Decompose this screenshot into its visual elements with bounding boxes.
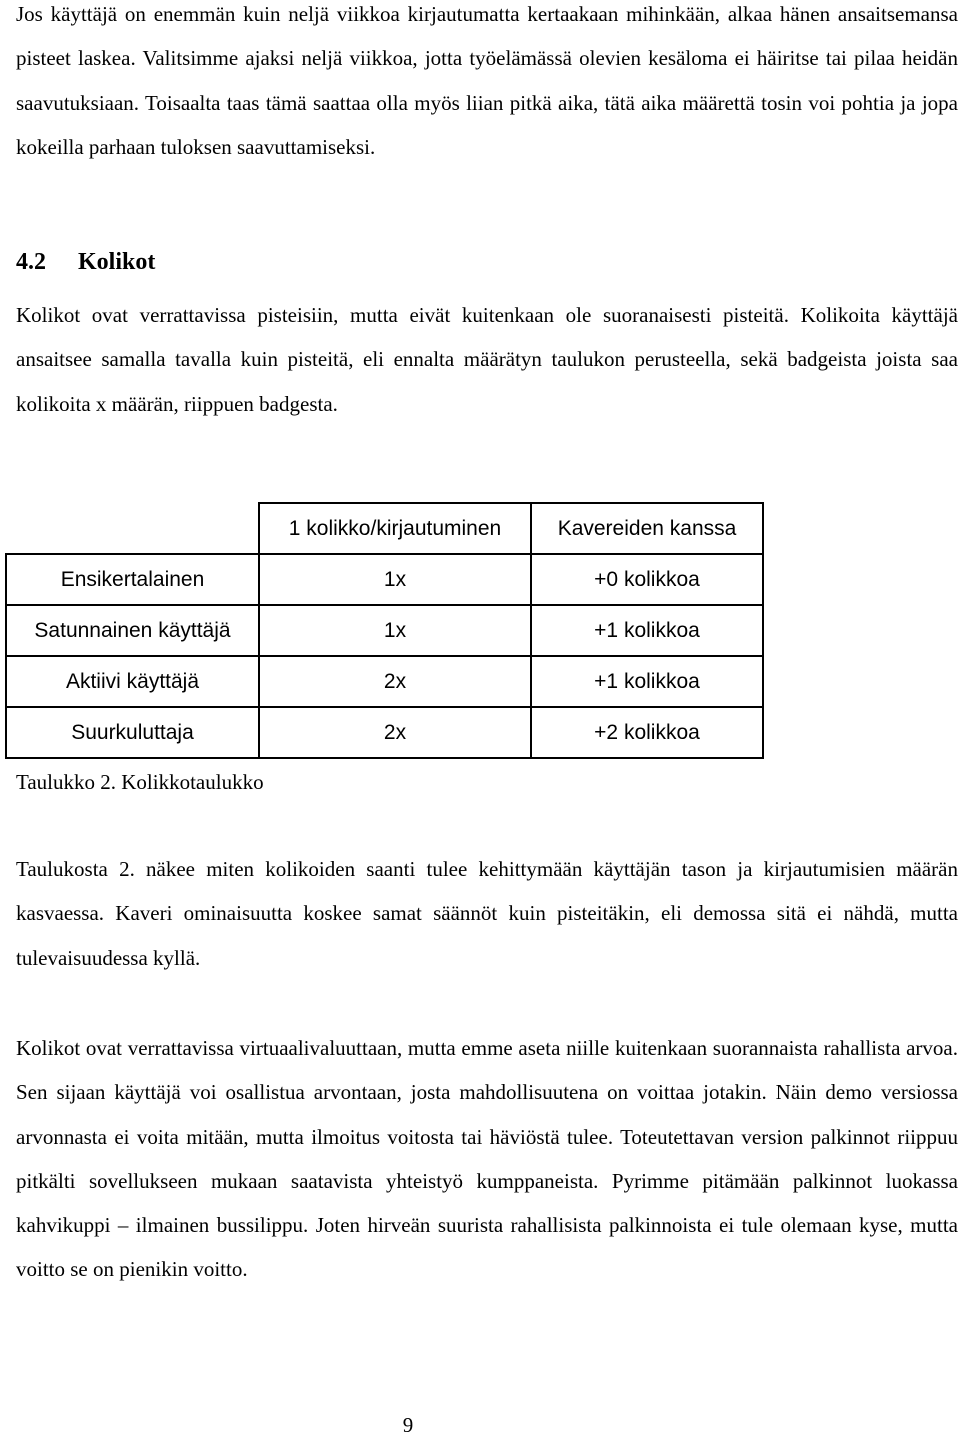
- table-cell: 1x: [259, 554, 531, 605]
- table-cell: +1 kolikkoa: [531, 656, 763, 707]
- table-header-cell: [6, 503, 259, 554]
- table-header-cell: 1 kolikko/kirjautuminen: [259, 503, 531, 554]
- paragraph-inactivity: Jos käyttäjä on enemmän kuin neljä viikkoa kirjautumatta kertaakaan mihinkään, alkaa hänen ansaitsemansa pisteet laskea. Valitsimme ajaksi neljä viikkoa, jotta työelämässä olevien kesäloma ei häiritse tai pilaa heidän saavutuksiaan. Toisaalta taas tämä saattaa olla myös liian pitkä aika, tätä aika määrettä tosin voi pohtia ja jopa kokeilla parhaan tuloksen saavuttamiseksi.: [16, 2, 958, 159]
- page-number: 9: [402, 1413, 414, 1437]
- table-row: [6, 605, 763, 656]
- table-header-row: [6, 503, 763, 554]
- coin-table: [5, 502, 764, 759]
- paragraph-table-explanation: Taulukosta 2. näkee miten kolikoiden saanti tulee kehittymään käyttäjän tason ja kirjautumisien määrän kasvaessa. Kaveri ominaisuutta koskee samat säännöt kuin pisteitäkin, eli demossa sitä ei nähdä, mutta tulevaisuudessa kyllä.: [16, 857, 958, 970]
- table-cell: Aktiivi käyttäjä: [6, 656, 259, 707]
- table-row: [6, 554, 763, 605]
- table-cell: 2x: [259, 656, 531, 707]
- paragraph-coins-intro: Kolikot ovat verrattavissa pisteisiin, mutta eivät kuitenkaan ole suoranaisesti pisteitä. Kolikoita käyttäjä ansaitsee samalla tavalla kuin pisteitä, eli ennalta määrätyn taulukon perusteella, sekä badgeista joista saa kolikoita x määrän, riippuen badgesta.: [16, 303, 958, 416]
- table-cell: Suurkuluttaja: [6, 707, 259, 758]
- table-header-cell: Kavereiden kanssa: [531, 503, 763, 554]
- section-number: 4.2: [16, 249, 46, 275]
- table-cell: 2x: [259, 707, 531, 758]
- table-cell: +0 kolikkoa: [531, 554, 763, 605]
- table-caption: Taulukko 2. Kolikkotaulukko: [16, 770, 264, 794]
- table-cell: +2 kolikkoa: [531, 707, 763, 758]
- table-row: [6, 707, 763, 758]
- table-cell: +1 kolikkoa: [531, 605, 763, 656]
- table-cell: Ensikertalainen: [6, 554, 259, 605]
- paragraph-virtual-currency: Kolikot ovat verrattavissa virtuaalivaluuttaan, mutta emme aseta niille kuitenkaan suorannaista rahallista arvoa. Sen sijaan käyttäjä voi osallistua arvontaan, josta mahdollisuutena on voittaa jotakin. Näin demo versiossa arvonnasta ei voita mitään, mutta ilmoitus voitosta tai häviöstä tulee. Toteutettavan version palkinnot riippuu pitkälti sovellukseen mukaan saatavista yhteistyö kumppaneista. Pyrimme pitämään palkinnot luokassa kahvikuppi – ilmainen bussilippu. Joten hirveän suurista rahallisista palkinnoista ei tule olemaan kyse, mutta voitto se on pienikin voitto.: [16, 1036, 958, 1282]
- table-row: [6, 656, 763, 707]
- table-cell: Satunnainen käyttäjä: [6, 605, 259, 656]
- section-heading: [16, 244, 155, 280]
- table-cell: 1x: [259, 605, 531, 656]
- section-title: Kolikot: [78, 249, 156, 275]
